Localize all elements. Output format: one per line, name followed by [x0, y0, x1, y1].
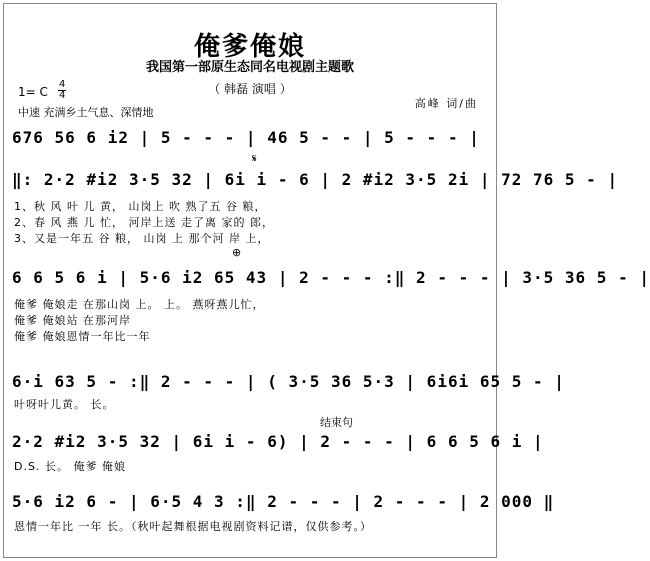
coda-icon: ⊕ [232, 246, 242, 259]
time-bottom: 4 [59, 90, 66, 101]
tempo-marking: 中速 充满乡土气息、深情地 [18, 106, 154, 119]
staff-line-1: 676 56 6 i2 | 5 - - - | 46 5 - - | 5 - - - | [12, 128, 480, 147]
singer-line: （ 韩磊 演唱 ） [208, 82, 292, 96]
lyric-line-1: 1、秋 风 叶 儿 黄， 山岗上 吹 熟了五 谷 粮， [14, 200, 267, 213]
staff-line-6: 5·6 i2 6 - | 6·5 4 3 :‖ 2 - - - | 2 - - - | 2 000 ‖ [12, 492, 555, 511]
segno-icon: 𝄋 [252, 152, 257, 165]
song-subtitle: 我国第一部原生态同名电视剧主题歌 [145, 60, 354, 75]
lyric-line-7: 叶呀叶儿黄。 长。 [14, 398, 115, 411]
lyric-line-6: 俺爹 俺娘恩情一年比一年 [14, 330, 151, 343]
author-credit: 高峰 词/曲 [414, 97, 478, 110]
lyric-line-2: 2、春 风 燕 儿 忙， 河岸上送 走了离 家的 郎， [14, 216, 274, 229]
staff-line-5: 2·2 #i2 3·5 32 | 6i i - 6) | 2 - - - | 6 6 5 6 i | [12, 432, 544, 451]
key-signature: 1= C [18, 85, 48, 99]
ending-label: 结束句 [320, 416, 353, 429]
song-title: 俺爹俺娘 [193, 32, 306, 62]
lyric-line-5: 俺爹 俺娘站 在那河岸 [14, 314, 131, 327]
lyric-line-9: 恩情一年比 一年 长。（秋叶起舞根据电视剧资料记谱，仅供参考。） [14, 520, 372, 533]
staff-line-3: 6 6 5 6 i | 5·6 i2 65 43 | 2 - - - :‖ 2 - - - | 3·5 36 5 - | [12, 268, 650, 287]
lyric-line-4: 俺爹 俺娘走 在那山岗 上。 上。 燕呀燕儿忙， [14, 298, 265, 311]
lyric-line-8: D.S. 长。 俺爹 俺娘 [14, 460, 126, 473]
staff-line-2: ‖: 2·2 #i2 3·5 32 | 6i i - 6 | 2 #i2 3·5 2i | 72 76 5 - | [12, 170, 619, 189]
staff-line-4: 6·i 63 5 - :‖ 2 - - - | ( 3·5 36 5·3 | 6i6i 65 5 - | [12, 372, 565, 391]
lyric-line-3: 3、又是一年五 谷 粮， 山岗 上 那个河 岸 上， [14, 232, 270, 245]
time-top: 4 [59, 79, 66, 90]
time-signature [58, 80, 66, 101]
